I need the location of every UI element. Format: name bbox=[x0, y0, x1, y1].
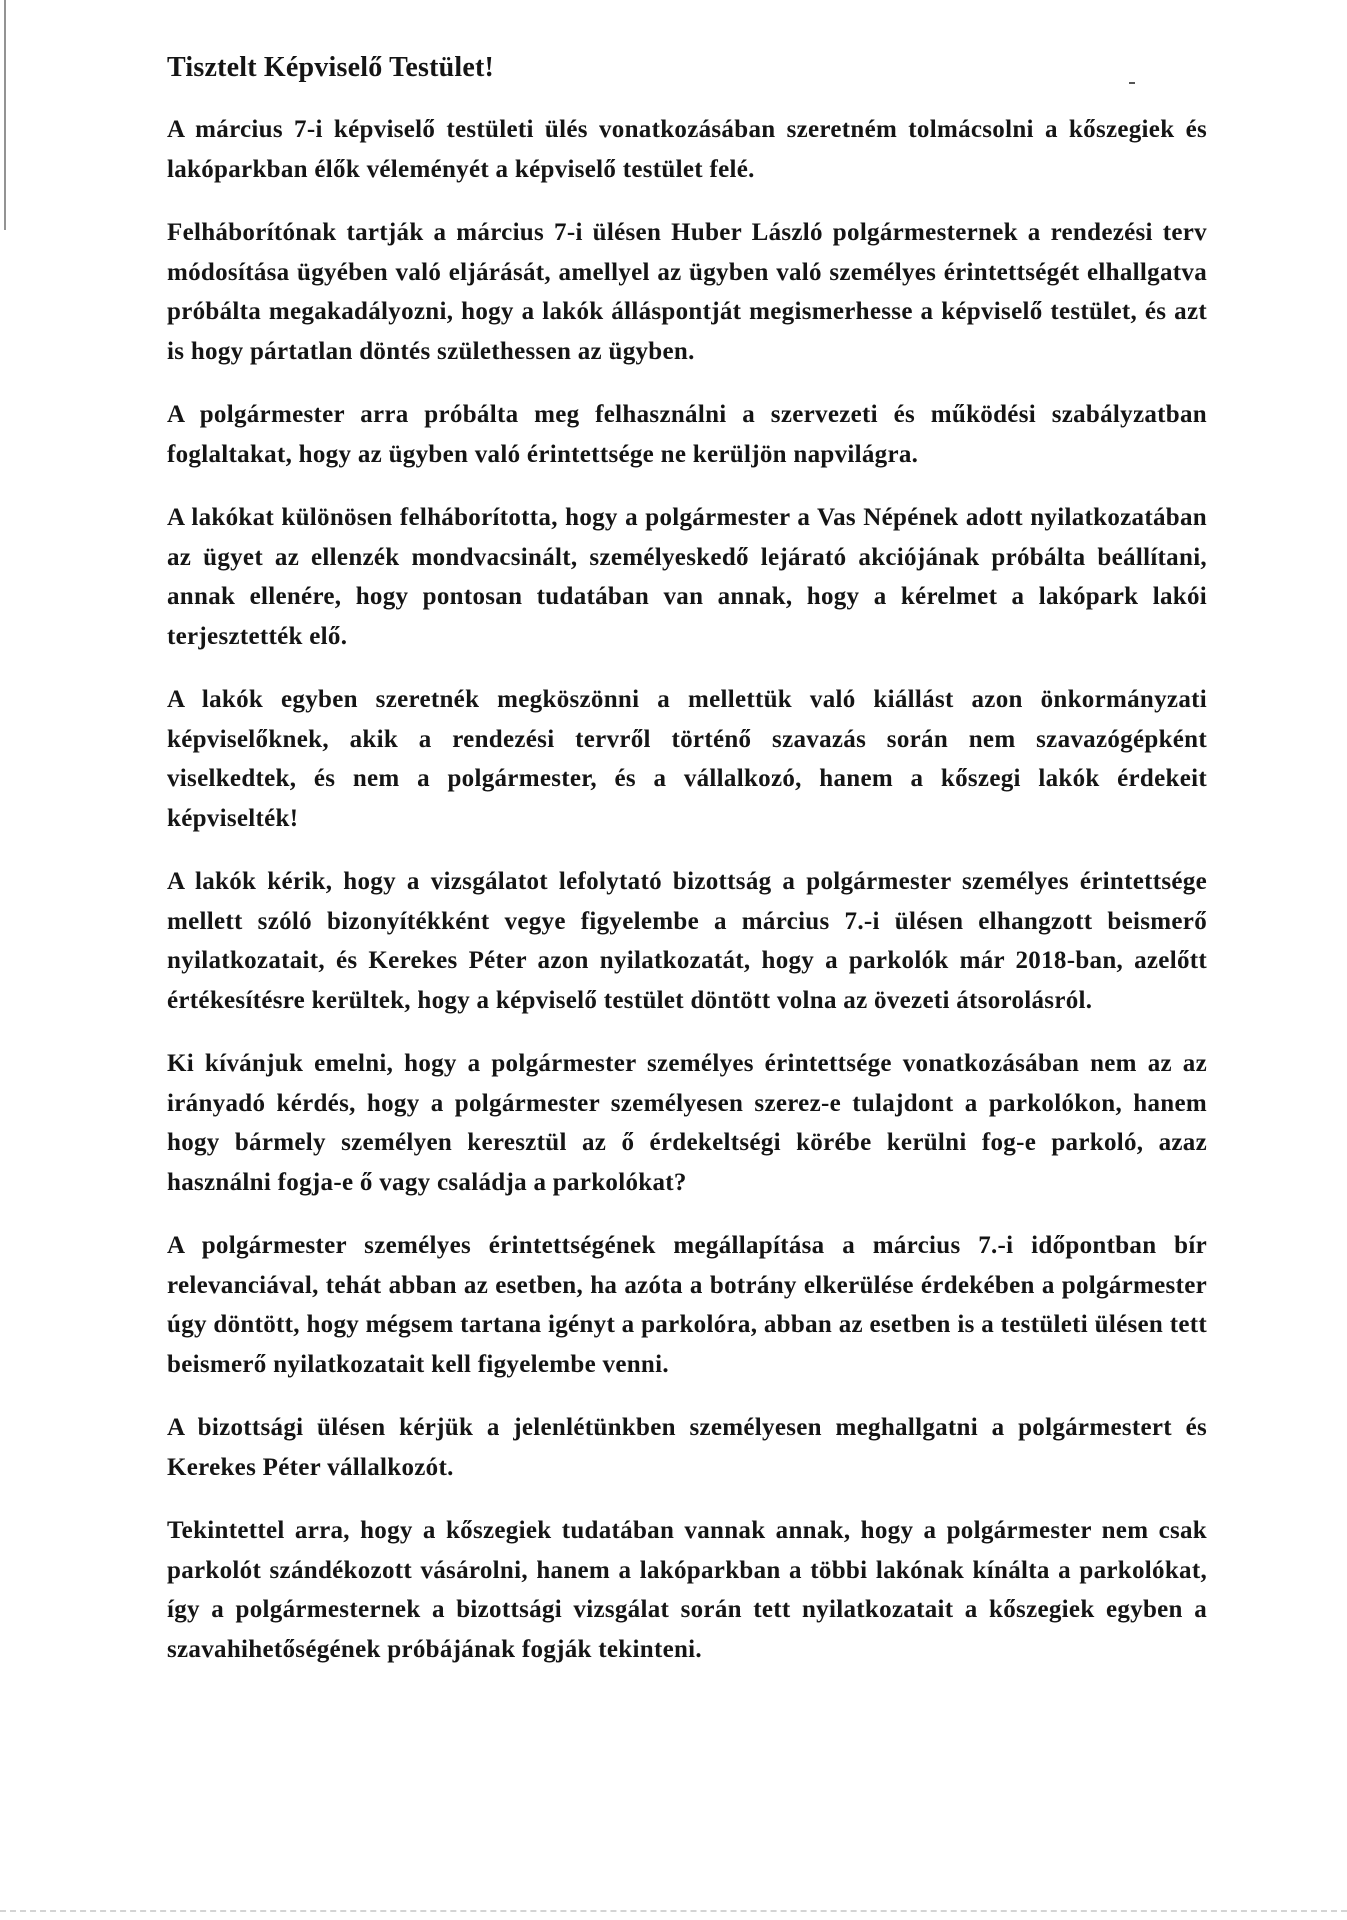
letter-body bbox=[167, 48, 1207, 1693]
paragraph-5: A lakók egyben szeretnék megköszönni a mellettük való kiállást azon önkormányzati képviselőknek, akik a rendezési tervről történő szavazás során nem szavazógépként viselkedtek, és nem a polgármester, és a vállalkozó, hanem a kőszegi lakók érdekeit képviselték! bbox=[167, 686, 1207, 832]
paragraph-2: Felháborítónak tartják a március 7-i ülésen Huber László polgármesternek a rendezési terv módosítása ügyében való eljárását, amellyel az ügyben való személyes érintettségét elhallgatva próbálta megakadályozni, hogy a lakók álláspontját megismerhesse a képviselő testület, és azt is hogy pártatlan döntés születhessen az ügyben. bbox=[167, 219, 1207, 365]
paragraph-4: A lakókat különösen felháborította, hogy a polgármester a Vas Népének adott nyilatkozatában az ügyet az ellenzék mondvacsinált, személyeskedő lejárató akciójának próbálta beállítani, annak ellenére, hogy pontosan tudatában van annak, hogy a kérelmet a lakópark lakói terjesztették elő. bbox=[167, 504, 1207, 650]
paragraph-10: Tekintettel arra, hogy a kőszegiek tudatában vannak annak, hogy a polgármester nem csak parkolót szándékozott vásárolni, hanem a lakóparkban a többi lakónak kínálta a parkolókat, így a polgármesternek a bizottsági vizsgálat során tett nyilatkozatait a kőszegiek egyben a szavahihetőségének próbájának fogják tekinteni. bbox=[167, 1517, 1207, 1663]
salutation: Tisztelt Képviselő Testület! bbox=[167, 52, 495, 83]
paragraph-9: A bizottsági ülésen kérjük a jelenlétünkben személyesen meghallgatni a polgármestert és Kerekes Péter vállalkozót. bbox=[167, 1414, 1207, 1481]
paragraph-6: A lakók kérik, hogy a vizsgálatot lefolytató bizottság a polgármester személyes érintettsége mellett szóló bizonyítékként vegye figyelembe a március 7.-i ülésen elhangzott beismerő nyilatkozatait, és Kerekes Péter azon nyilatkozatát, hogy a parkolók már 2018-ban, azelőtt értékesítésre kerültek, hogy a képviselő testület döntött volna az övezeti átsorolásról. bbox=[167, 868, 1207, 1014]
paragraph-8: A polgármester személyes érintettségének megállapítása a március 7.-i időpontban bír relevanciával, tehát abban az esetben, ha azóta a botrány elkerülése érdekében a polgármester úgy döntött, hogy mégsem tartana igényt a parkolóra, abban az esetben is a testületi ülésen tett beismerő nyilatkozatait kell figyelembe venni. bbox=[167, 1232, 1207, 1378]
paragraph-3: A polgármester arra próbálta meg felhasználni a szervezeti és működési szabályzatban foglaltakat, hogy az ügyben való érintettsége ne kerüljön napvilágra. bbox=[167, 401, 1207, 468]
paragraph-7: Ki kívánjuk emelni, hogy a polgármester személyes érintettsége vonatkozásában nem az az irányadó kérdés, hogy a polgármester személyesen szerez-e tulajdont a parkolókon, hanem hogy bármely személyen keresztül az ő érdekeltségi körébe kerülni fog-e parkoló, azaz használni fogja-e ő vagy családja a parkolókat? bbox=[167, 1050, 1207, 1196]
scan-bottom-edge bbox=[0, 1910, 1347, 1912]
scan-edge-mark bbox=[4, 0, 6, 230]
paragraph-1: A március 7-i képviselő testületi ülés vonatkozásában szeretném tolmácsolni a kőszegiek és lakóparkban élők véleményét a képviselő testület felé. bbox=[167, 116, 1207, 183]
